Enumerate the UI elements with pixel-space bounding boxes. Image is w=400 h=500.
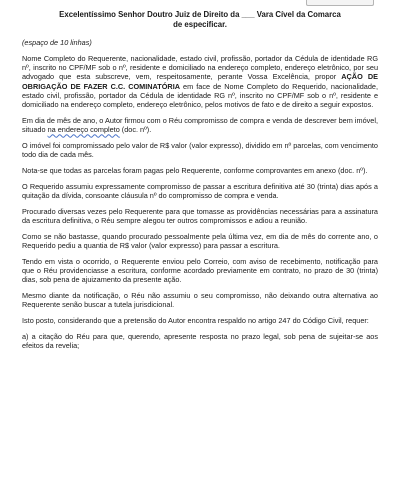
paragraph-notification: Tendo em vista o ocorrido, o Requerente enviou pelo Correio, com aviso de recebimento, notificação para que o Réu providenciasse a escritura, conforme acordado previamente em contrato, no prazo de 30 (trinta) dias, sob pena de ajuizamento da presente ação. [22,256,378,285]
paragraph-demand: Como se não bastasse, quando procurado pessoalmente pela última vez, em dia de mês do corrente ano, o Requerido pediu a quantia de R$ valor (valor expresso) para passar a escritura. [22,231,378,250]
paragraph-property-value: O imóvel foi compromissado pelo valor de R$ valor (valor expresso), dividido em nº parcelas, com vencimento todo dia de cada mês. [22,141,378,160]
paragraph-purchase-agreement [22,116,378,135]
intro-text-after: em face de Nome Completo do Requerido, nacionalidade, estado civil, profissão, portador da Cédula de identidade RG nº, inscrito no CPF/MF sob o nº, residente e domiciliado na endereço completo, endereço eletrônico, pelos motivos de fato e de direito a seguir expostos. [22,81,378,110]
paragraph-noncompliance: Mesmo diante da notificação, o Réu não assumiu o seu compromisso, não deixando outra alternativa ao Requerente senão buscar a tutela jurisdicional. [22,290,378,310]
intro-text-before: Nome Completo do Requerente, nacionalidade, estado civil, profissão, portador da Cédula de identidade RG nº, inscrito no CPF/MF sob o nº, residente e domiciliado na endereço completo, endereço eletrônico, por seu advogado que esta subscreve, vem, respeitosamente, perante Vossa Excelência, propor [22,53,378,82]
document-body [22,10,378,357]
document-title [22,10,378,29]
spellcheck-flagged-text: na endereço completo [47,125,120,135]
p2-text-before: Em dia de mês de ano, o Autor firmou com o Réu compromisso de compra e venda de descrever bem imóvel, situado [22,116,378,135]
paragraph-intro [22,54,378,110]
paragraph-attempts: Procurado diversas vezes pelo Requerente para que tomasse as providências necessárias para a assinatura da escritura definitiva, o Réu sempre alegou ter outros compromissos e adiou a reunião. [22,206,378,225]
spacing-note: (espaço de 10 linhas) [22,38,92,48]
page-tab-decoration [306,0,374,6]
paragraph-payments: Nota-se que todas as parcelas foram pagas pelo Requerente, conforme comprovantes em anexo (doc. nº). [22,166,368,176]
action-name: AÇÃO DE OBRIGAÇÃO DE FAZER C.C. COMINATÓRIA [22,72,378,91]
paragraph-obligation: O Requerido assumiu expressamente compromisso de passar a escritura definitiva até 30 (trinta) dias após a quitação da dívida, consoante cláusula nº do compromisso de compra e venda. [22,181,378,200]
title-line-1: Excelentíssimo Senhor Doutro Juiz de Direito da ___ Vara Cível da Comarca [59,10,341,19]
title-line-2: de especificar. [173,19,227,29]
paragraph-legal-basis: Isto posto, considerando que a pretensão do Autor encontra respaldo no artigo 247 do Código Civil, requer: [22,315,369,325]
p2-text-after: (doc. nº). [119,125,152,135]
paragraph-request-a: a) a citação do Réu para que, querendo, apresente resposta no prazo legal, sob pena de sujeitar-se aos efeitos da revelia; [22,331,378,350]
